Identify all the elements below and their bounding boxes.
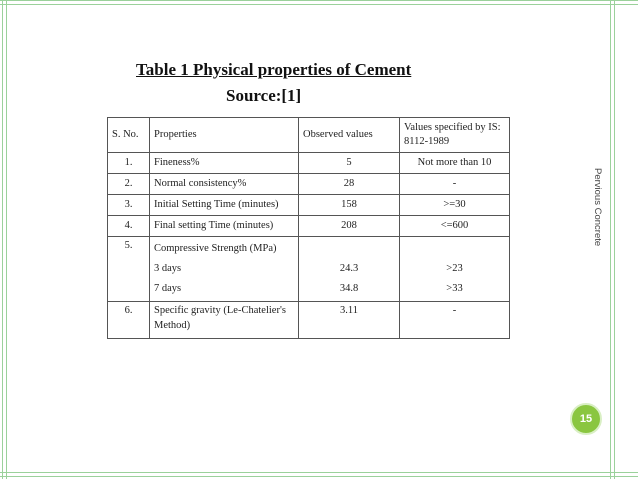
header-specified: Values specified by IS: 8112-1989 [400,118,510,153]
cell-specified: - [400,174,510,195]
cell-property: Normal consistency% [150,174,299,195]
cell-property [150,237,299,302]
cell-sub-specified: >33 [446,283,463,295]
cell-property: Final setting Time (minutes) [150,216,299,237]
cell-observed: 28 [299,174,400,195]
cell-observed: 5 [299,153,400,174]
cell-sno: 4. [108,216,150,237]
side-label: Pervious Concrete [592,168,603,247]
header-observed: Observed values [299,118,400,153]
cell-property-main: Compressive Strength (MPa) [154,243,277,254]
cell-specified: Not more than 10 [400,153,510,174]
table-row [108,237,510,302]
table-title: Table 1 Physical properties of Cement [136,60,412,79]
cell-observed: 208 [299,216,400,237]
slide-border-left [2,0,7,479]
page-number-badge: 15 [570,403,602,435]
cell-sub-label: 3 days [154,263,182,275]
cell-property: Specific gravity (Le-Chatelier's Method) [150,302,299,339]
cell-sub-observed: 24.3 [339,263,359,275]
header-properties: Properties [150,118,299,153]
cell-observed [299,237,400,302]
cell-sno: 3. [108,195,150,216]
cell-specified: <=600 [400,216,510,237]
cell-property: Fineness% [150,153,299,174]
cell-observed: 158 [299,195,400,216]
cell-specified [400,237,510,302]
cell-specified: >=30 [400,195,510,216]
cell-observed: 3.11 [299,302,400,339]
slide-border-top [0,0,638,5]
table-row [108,195,510,216]
cell-specified: - [400,302,510,339]
properties-table [107,117,510,339]
table-source: Source:[1] [226,86,302,105]
table-row [108,174,510,195]
cell-property: Initial Setting Time (minutes) [150,195,299,216]
cell-sub-specified: >23 [446,263,463,275]
slide-border-bottom [0,472,638,477]
table-row [108,302,510,339]
cell-sno: 5. [108,237,150,302]
cell-sno: 1. [108,153,150,174]
table-row [108,153,510,174]
cell-sub-observed: 34.8 [339,283,359,295]
header-sno: S. No. [108,118,150,153]
table-row [108,216,510,237]
cell-sno: 2. [108,174,150,195]
cell-sub-label: 7 days [154,283,182,295]
slide-border-right [610,0,615,479]
cell-sno: 6. [108,302,150,339]
table-header-row [108,118,510,153]
